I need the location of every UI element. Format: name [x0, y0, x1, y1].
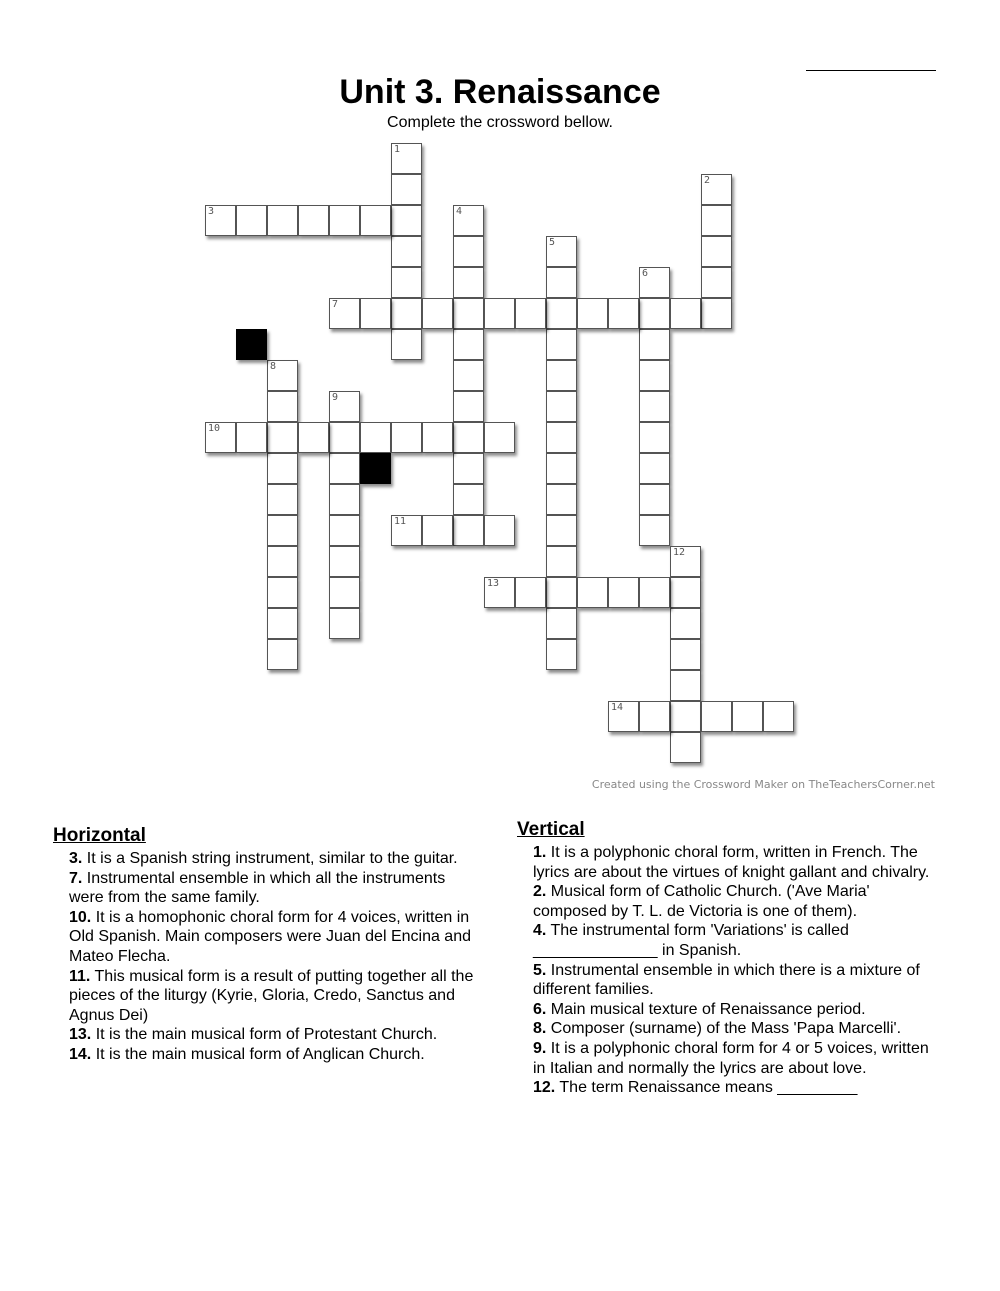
crossword-cell[interactable]: [701, 701, 732, 732]
cell-number: 6: [642, 268, 649, 279]
cell-number: 5: [549, 237, 556, 248]
clue-text: Musical form of Catholic Church. ('Ave Maria' composed by T. L. de Victoria is one of them).: [533, 883, 870, 920]
clue-text: The instrumental form 'Variations' is called ______________ in Spanish.: [533, 922, 849, 959]
crossword-cell[interactable]: [608, 701, 639, 732]
crossword-cell[interactable]: [639, 329, 670, 360]
clue-text: It is a polyphonic choral form, written in French. The lyrics are about the virtues of knight gallant and chivalry.: [533, 844, 930, 881]
crossword-cell[interactable]: [236, 422, 267, 453]
crossword-cell[interactable]: [453, 329, 484, 360]
crossword-cell[interactable]: [298, 422, 329, 453]
crossword-cell[interactable]: [732, 701, 763, 732]
page-title: Unit 3. Renaissance: [339, 73, 661, 111]
crossword-cell[interactable]: [453, 453, 484, 484]
crossword-cell[interactable]: [546, 267, 577, 298]
crossword-cell[interactable]: [639, 422, 670, 453]
crossword-cell[interactable]: [422, 298, 453, 329]
clue-number: 3.: [69, 850, 83, 867]
crossword-cell[interactable]: [484, 298, 515, 329]
crossword-cell[interactable]: [639, 391, 670, 422]
crossword-cell[interactable]: [267, 577, 298, 608]
clue-text: The term Renaissance means _________: [559, 1079, 858, 1097]
crossword-cell[interactable]: [670, 546, 701, 577]
clue-text: It is a Spanish string instrument, similar to the guitar.: [86, 850, 458, 867]
crossword-cell[interactable]: [329, 391, 360, 422]
horizontal-clue-11: [69, 967, 483, 1026]
crossword-cell[interactable]: [453, 484, 484, 515]
cell-number: 2: [704, 175, 711, 186]
crossword-cell[interactable]: [391, 143, 422, 174]
crossword-cell[interactable]: [670, 732, 701, 763]
horizontal-clue-3: [69, 849, 483, 869]
crossword-cell[interactable]: [236, 205, 267, 236]
crossword-cell[interactable]: [639, 484, 670, 515]
crossword-cell[interactable]: [639, 360, 670, 391]
crossword-cell[interactable]: [360, 205, 391, 236]
crossword-cell[interactable]: [329, 546, 360, 577]
crossword-cell[interactable]: [701, 298, 732, 329]
crossword-cell[interactable]: [639, 267, 670, 298]
crossword-cell[interactable]: [298, 205, 329, 236]
horizontal-clue-list: [53, 849, 483, 1065]
horizontal-clues: [53, 825, 483, 1065]
crossword-cell[interactable]: [546, 422, 577, 453]
crossword-cell[interactable]: [391, 205, 422, 236]
crossword-cell[interactable]: [267, 608, 298, 639]
clue-number: 8.: [533, 1020, 547, 1038]
crossword-cell[interactable]: [484, 577, 515, 608]
crossword-cell[interactable]: [670, 608, 701, 639]
crossword-cell[interactable]: [267, 391, 298, 422]
vertical-clue-6: [533, 1000, 937, 1020]
crossword-cell[interactable]: [701, 267, 732, 298]
crossword-cell[interactable]: [546, 329, 577, 360]
cell-number: 9: [332, 392, 339, 403]
crossword-cell[interactable]: [546, 577, 577, 608]
crossword-cell[interactable]: [360, 422, 391, 453]
crossword-cell[interactable]: [546, 639, 577, 670]
crossword-cell[interactable]: [453, 267, 484, 298]
crossword-cell[interactable]: [763, 701, 794, 732]
vertical-clue-4: [533, 921, 937, 960]
crossword-cell[interactable]: [515, 298, 546, 329]
crossword-cell[interactable]: [701, 205, 732, 236]
horizontal-heading: Horizontal: [53, 825, 146, 846]
clue-number: 5.: [533, 961, 547, 979]
crossword-cell[interactable]: [329, 608, 360, 639]
crossword-cell[interactable]: [577, 298, 608, 329]
crossword-cell[interactable]: [391, 298, 422, 329]
crossword-cell[interactable]: [546, 360, 577, 391]
crossword-cell[interactable]: [608, 577, 639, 608]
cell-number: 4: [456, 206, 463, 217]
vertical-clue-list: [517, 843, 937, 1098]
crossword-cell[interactable]: [670, 701, 701, 732]
clue-number: 2.: [533, 883, 547, 901]
crossword-cell[interactable]: [639, 577, 670, 608]
clue-number: 13.: [69, 1026, 92, 1044]
crossword-cell[interactable]: [639, 453, 670, 484]
crossword-cell[interactable]: [670, 670, 701, 701]
crossword-cell[interactable]: [639, 298, 670, 329]
horizontal-clue-14: [69, 1045, 483, 1065]
crossword-cell[interactable]: [422, 422, 453, 453]
vertical-clue-8: [533, 1019, 937, 1039]
clue-number: 11.: [69, 967, 91, 985]
crossword-cell[interactable]: [453, 236, 484, 267]
clue-text: It is the main musical form of Anglican Church.: [95, 1045, 425, 1063]
clue-text: It is a polyphonic choral form for 4 or 5 voices, written in Italian and normally the lyrics are about love.: [533, 1039, 929, 1077]
vertical-clue-9: [533, 1039, 937, 1078]
crossword-cell[interactable]: [484, 515, 515, 546]
crossword-cell[interactable]: [267, 360, 298, 391]
crossword-cell[interactable]: [701, 236, 732, 267]
crossword-cell[interactable]: [205, 422, 236, 453]
crossword-cell[interactable]: [670, 577, 701, 608]
horizontal-clue-13: [69, 1025, 483, 1045]
cell-number: 3: [208, 206, 215, 217]
cell-number: 1: [394, 144, 401, 155]
crossword-cell[interactable]: [329, 453, 360, 484]
page-subtitle: Complete the crossword bellow.: [387, 114, 613, 131]
crossword-cell[interactable]: [453, 298, 484, 329]
horizontal-clue-7: [69, 869, 483, 908]
crossword-cell[interactable]: [546, 546, 577, 577]
crossword-cell[interactable]: [608, 298, 639, 329]
clue-text: Instrumental ensemble in which there is a mixture of different families.: [533, 961, 920, 999]
crossword-cell[interactable]: [546, 608, 577, 639]
clue-text: This musical form is a result of putting together all the pieces of the liturgy (Kyrie, Gloria, Credo, Sanctus and Agnus Dei): [69, 967, 474, 1024]
crossword-cell[interactable]: [329, 422, 360, 453]
crossword-cell[interactable]: [453, 515, 484, 546]
crossword-cell[interactable]: [267, 422, 298, 453]
clue-number: 14.: [69, 1045, 92, 1063]
crossword-cell[interactable]: [329, 298, 360, 329]
cell-number: 7: [332, 299, 339, 310]
vertical-clue-5: [533, 961, 937, 1000]
crossword-cell[interactable]: [453, 391, 484, 422]
crossword-cell[interactable]: [546, 236, 577, 267]
cell-number: 14: [611, 702, 624, 713]
clue-text: It is a homophonic choral form for 4 voices, written in Old Spanish. Main composers were Juan del Encina and Mateo Flecha.: [69, 908, 471, 965]
clue-number: 1.: [533, 844, 547, 861]
crossword-cell[interactable]: [267, 205, 298, 236]
crossword-cell[interactable]: [422, 515, 453, 546]
crossword-cell[interactable]: [267, 639, 298, 670]
credit-text: Created using the Crossword Maker on TheTeachersCorner.net: [591, 778, 935, 791]
clue-number: 10.: [69, 908, 92, 926]
clue-number: 9.: [533, 1039, 547, 1057]
clue-number: 4.: [533, 922, 547, 940]
crossword-cell[interactable]: [453, 422, 484, 453]
crossword-cell[interactable]: [577, 577, 608, 608]
horizontal-clue-10: [69, 908, 483, 967]
crossword-black-square: [360, 453, 391, 484]
vertical-clue-1: [533, 843, 937, 882]
crossword-cell[interactable]: [267, 515, 298, 546]
crossword-cell[interactable]: [670, 639, 701, 670]
clue-number: 12.: [533, 1079, 556, 1097]
vertical-heading: Vertical: [517, 819, 585, 840]
cell-number: 11: [394, 516, 407, 527]
crossword-cell[interactable]: [701, 174, 732, 205]
crossword-cell[interactable]: [267, 484, 298, 515]
clue-text: Main musical texture of Renaissance period.: [550, 1000, 866, 1018]
crossword-cell[interactable]: [453, 205, 484, 236]
crossword-cell[interactable]: [670, 298, 701, 329]
crossword-cell[interactable]: [546, 515, 577, 546]
crossword-cell[interactable]: [639, 701, 670, 732]
cell-number: 10: [208, 423, 221, 434]
clue-text: Instrumental ensemble in which all the instruments were from the same family.: [69, 869, 446, 907]
vertical-clue-12: [533, 1078, 937, 1098]
clue-text: It is the main musical form of Protestant Church.: [95, 1026, 438, 1044]
crossword-cell[interactable]: [484, 422, 515, 453]
crossword-black-square: [236, 329, 267, 360]
crossword-cell[interactable]: [329, 484, 360, 515]
crossword-cell[interactable]: [546, 391, 577, 422]
crossword-cell[interactable]: [515, 577, 546, 608]
crossword-cell[interactable]: [546, 453, 577, 484]
vertical-clues: [517, 819, 937, 1098]
clue-number: 7.: [69, 869, 83, 887]
vertical-clue-2: [533, 882, 937, 921]
crossword-cell[interactable]: [391, 329, 422, 360]
cell-number: 8: [270, 361, 277, 372]
crossword-cell[interactable]: [329, 577, 360, 608]
crossword-cell[interactable]: [391, 267, 422, 298]
crossword-cell[interactable]: [391, 422, 422, 453]
crossword-cell[interactable]: [391, 174, 422, 205]
crossword-cell[interactable]: [453, 360, 484, 391]
crossword-cell[interactable]: [329, 205, 360, 236]
cell-number: 13: [487, 578, 500, 589]
clue-text: Composer (surname) of the Mass 'Papa Marcelli'.: [550, 1020, 902, 1038]
crossword-cell[interactable]: [329, 515, 360, 546]
crossword-cell[interactable]: [639, 515, 670, 546]
crossword-cell[interactable]: [205, 205, 236, 236]
crossword-cell[interactable]: [267, 453, 298, 484]
crossword-cell[interactable]: [546, 298, 577, 329]
crossword-cell[interactable]: [391, 236, 422, 267]
crossword-cell[interactable]: [391, 515, 422, 546]
crossword-cell[interactable]: [546, 484, 577, 515]
crossword-cell[interactable]: [360, 298, 391, 329]
cell-number: 12: [673, 547, 686, 558]
crossword-cell[interactable]: [267, 546, 298, 577]
clue-number: 6.: [533, 1000, 547, 1018]
